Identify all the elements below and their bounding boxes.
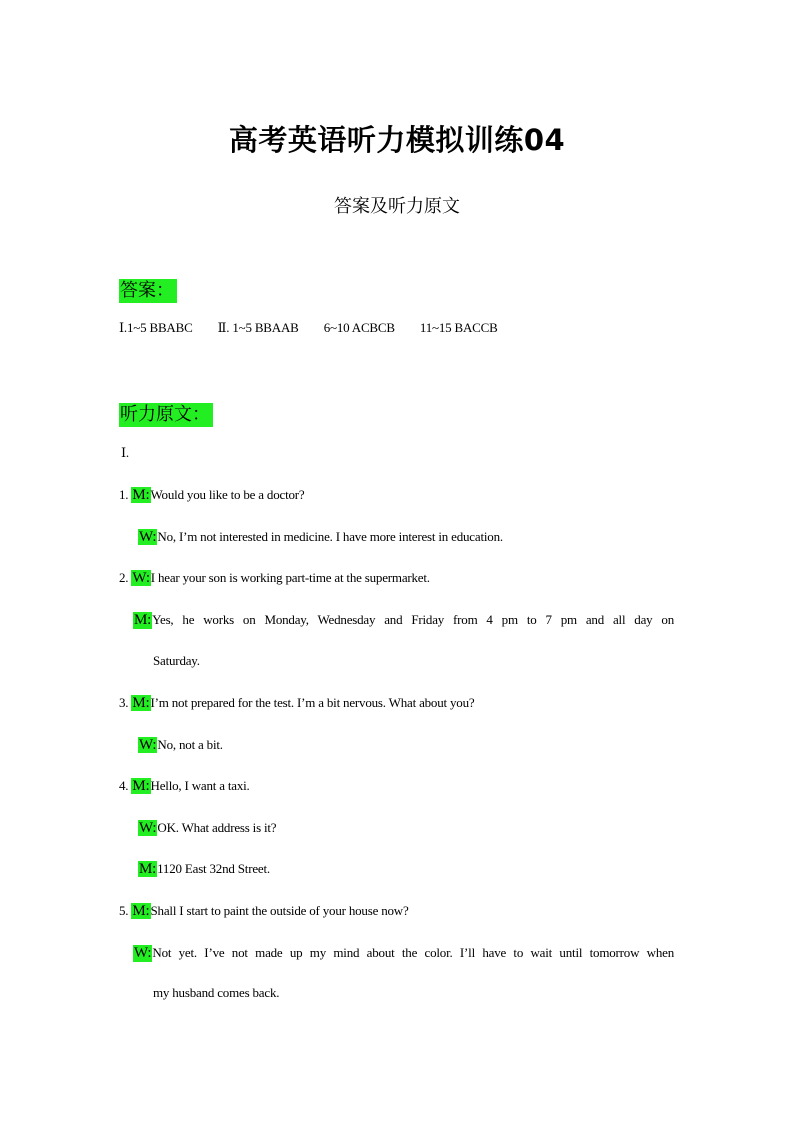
dialogue-number: 2.	[119, 570, 129, 585]
dialogue-line	[119, 903, 409, 920]
transcript-heading-label: 听力原文：	[119, 403, 213, 427]
page-title: 高考英语听力模拟训练04	[228, 123, 566, 157]
dialogue-line	[119, 695, 474, 712]
dialogue-text: I’m not prepared for the test. I’m a bit nervous. What about you?	[150, 695, 475, 710]
answer-group: Ⅱ. 1~5 BBAAB	[217, 320, 299, 335]
speaker-tag: W:	[139, 820, 157, 836]
section-label: Ⅰ.	[121, 445, 129, 460]
dialogue-number: 3.	[119, 695, 129, 710]
speaker-tag: M:	[139, 861, 157, 877]
answer-group: 11~15 BACCB	[419, 320, 498, 335]
dialogue-text: Not yet. I’ve not made up my mind about the color. I’ll have to wait until tomorrow when	[152, 945, 674, 960]
dialogue-line	[133, 945, 674, 962]
dialogue-line	[138, 820, 276, 837]
speaker-tag: M:	[134, 612, 152, 628]
speaker-tag: M:	[132, 778, 150, 794]
answer-group: 6~10 ACBCB	[323, 320, 395, 335]
page-subtitle: 答案及听力原文	[334, 196, 460, 217]
dialogue-continuation: Saturday.	[153, 653, 200, 668]
dialogue-line	[133, 612, 674, 629]
answers-line	[119, 320, 498, 336]
dialogue-line	[119, 570, 430, 587]
answer-group: Ⅰ.1~5 BBABC	[119, 320, 193, 335]
dialogue-text: OK. What address is it?	[157, 820, 277, 835]
dialogue-number: 5.	[119, 903, 129, 918]
dialogue-text: Shall I start to paint the outside of your house now?	[150, 903, 409, 918]
dialogue-line	[138, 737, 223, 754]
dialogue-text: 1120 East 32nd Street.	[157, 861, 270, 876]
dialogue-continuation: my husband comes back.	[153, 985, 280, 1000]
dialogue-number: 4.	[119, 778, 129, 793]
dialogue-text: No, I’m not interested in medicine. I have more interest in education.	[157, 529, 503, 544]
speaker-tag: M:	[132, 487, 150, 503]
speaker-tag: W:	[139, 737, 157, 753]
dialogue-text: Hello, I want a taxi.	[150, 778, 250, 793]
dialogue-line	[119, 487, 305, 504]
speaker-tag: M:	[132, 903, 150, 919]
speaker-tag: W:	[139, 529, 157, 545]
dialogue-line	[119, 778, 250, 795]
dialogue-line	[138, 529, 503, 546]
speaker-tag: W:	[132, 570, 150, 586]
answers-heading	[119, 276, 177, 302]
dialogue-text: Would you like to be a doctor?	[150, 487, 305, 502]
speaker-tag: W:	[134, 945, 152, 961]
answers-heading-label: 答案：	[119, 279, 177, 303]
dialogue-text: I hear your son is working part-time at the supermarket.	[150, 570, 430, 585]
speaker-tag: M:	[132, 695, 150, 711]
dialogue-text: No, not a bit.	[157, 737, 223, 752]
transcript-heading	[119, 400, 213, 426]
dialogue-line	[138, 861, 270, 878]
dialogue-text: Yes, he works on Monday, Wednesday and Friday from 4 pm to 7 pm and all day on	[152, 612, 674, 627]
dialogue-number: 1.	[119, 487, 129, 502]
